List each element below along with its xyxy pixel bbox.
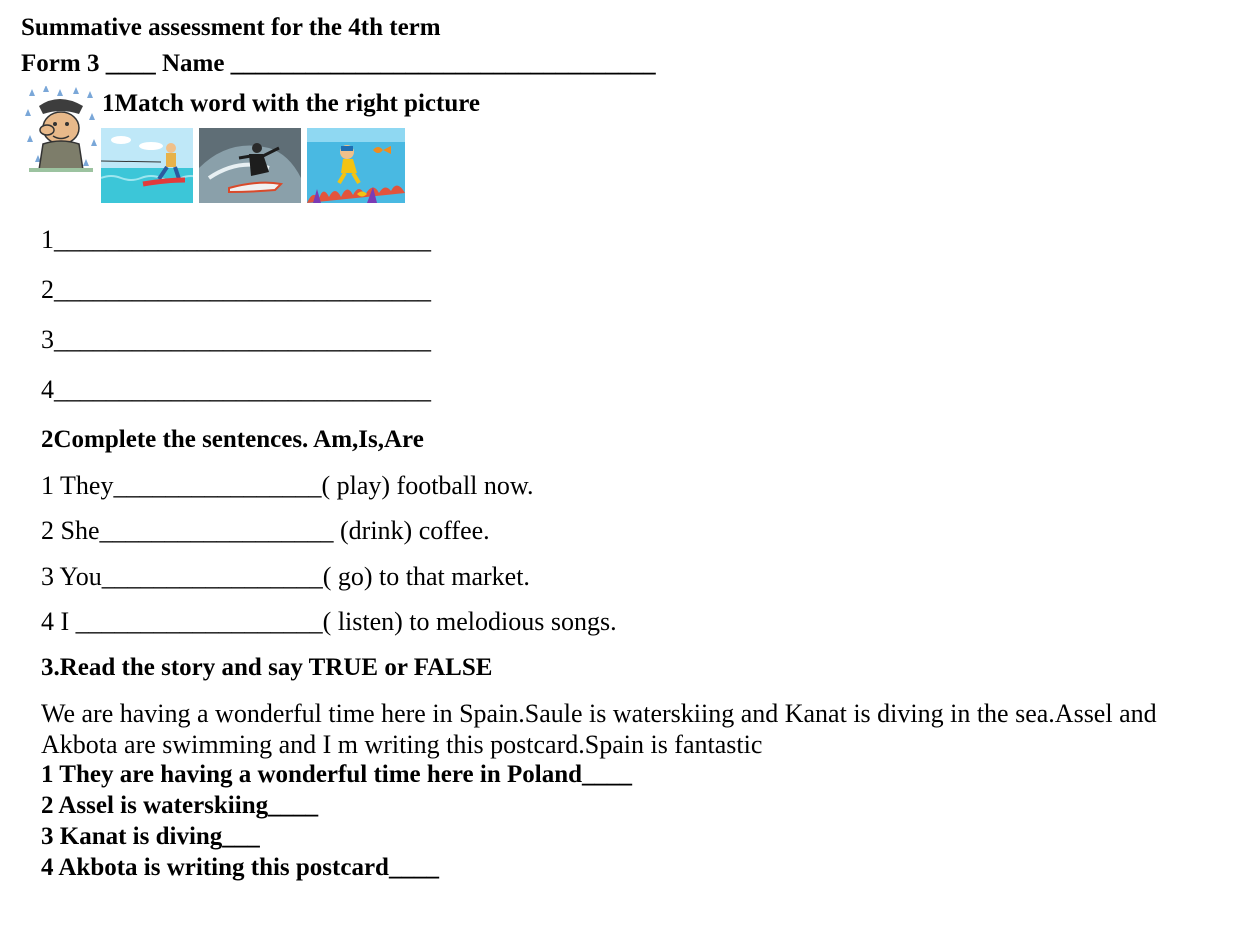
answer-line-1[interactable]: 1_____________________________ — [41, 225, 431, 254]
statement-1[interactable]: 1 They are having a wonderful time here in Poland____ — [41, 761, 633, 788]
task2-title: 2Complete the sentences. Am,Is,Are — [41, 426, 424, 453]
answer-line-2[interactable]: 2_____________________________ — [41, 275, 431, 304]
page-title: Summative assessment for the 4th term — [21, 14, 441, 41]
diving-picture — [307, 128, 405, 203]
form-name-line: Form 3 ____ Name __________________________________ — [21, 50, 656, 77]
task3-title: 3.Read the story and say TRUE or FALSE — [41, 654, 493, 681]
answer-line-4[interactable]: 4_____________________________ — [41, 375, 431, 404]
statement-4[interactable]: 4 Akbota is writing this postcard____ — [41, 854, 439, 881]
sentence-2[interactable]: 2 She__________________ (drink) coffee. — [41, 516, 490, 545]
statement-3[interactable]: 3 Kanat is diving___ — [41, 823, 260, 850]
sentence-4[interactable]: 4 I ___________________( listen) to melodious songs. — [41, 607, 617, 636]
sentence-3[interactable]: 3 You_________________( go) to that market. — [41, 562, 530, 591]
surfing-picture — [199, 128, 301, 203]
waterskiing-picture — [101, 128, 193, 203]
task1-title: 1Match word with the right picture — [102, 90, 480, 117]
story-text: We are having a wonderful time here in Spain.Saule is waterskiing and Kanat is diving in the sea.Assel and Akbota are swimming and I m writing this postcard.Spain is fantastic — [41, 699, 1157, 759]
sentence-1[interactable]: 1 They________________( play) football now. — [41, 471, 534, 500]
answer-line-3[interactable]: 3_____________________________ — [41, 325, 431, 354]
rain-character-icon — [21, 86, 99, 178]
statement-2[interactable]: 2 Assel is waterskiing____ — [41, 792, 319, 819]
